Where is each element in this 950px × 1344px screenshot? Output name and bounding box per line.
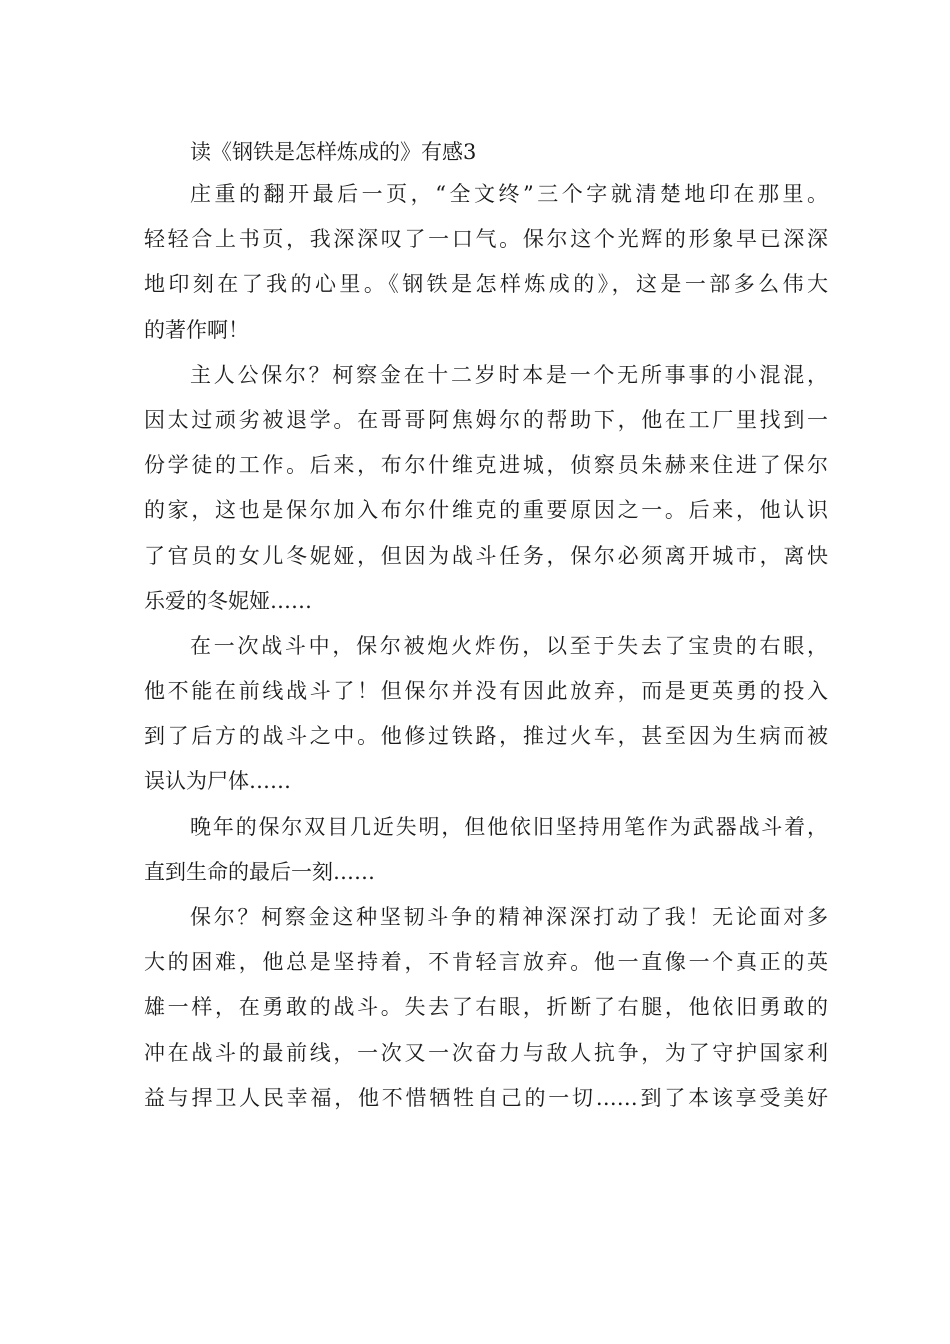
- text-line: 的著作啊！: [144, 317, 249, 342]
- text-line: 误认为尸体……: [144, 769, 291, 794]
- text-line: 主人公保尔？柯察金在十二岁时本是一个无所事事的小混混，: [190, 362, 828, 387]
- document-body: [144, 132, 828, 1121]
- text-line: 晚年的保尔双目几近失明，但他依旧坚持用笔作为武器战斗着，: [190, 814, 828, 839]
- text-line: 直到生命的最后一刻……: [144, 859, 375, 884]
- text-line: 轻轻合上书页，我深深叹了一口气。保尔这个光辉的形象早已深深: [144, 227, 828, 252]
- text-line: 地印刻在了我的心里。《钢铁是怎样炼成的》，这是一部多么伟大: [144, 272, 828, 297]
- text-line: 了官员的女儿冬妮娅，但因为战斗任务，保尔必须离开城市，离快: [144, 543, 828, 568]
- text-line: 的家，这也是保尔加入布尔什维克的重要原因之一。后来，他认识: [144, 498, 828, 523]
- paragraph-1: [144, 172, 828, 353]
- text-line: 到了后方的战斗之中。他修过铁路，推过火车，甚至因为生病而被: [144, 724, 828, 749]
- text-line: 在一次战斗中，保尔被炮火炸伤，以至于失去了宝贵的右眼，: [190, 633, 828, 658]
- text-line: 乐爱的冬妮娅……: [144, 588, 312, 613]
- paragraph-2: [144, 353, 828, 624]
- document-title: 读《钢铁是怎样炼成的》有感3: [190, 140, 477, 164]
- text-line: 益与捍卫人民幸福，他不惜牺牲自己的一切……到了本该享受美好: [144, 1085, 828, 1110]
- text-line: 份学徒的工作。后来，布尔什维克进城，侦察员朱赫来住进了保尔: [144, 453, 828, 478]
- text-line: 他不能在前线战斗了！但保尔并没有因此放弃，而是更英勇的投入: [144, 679, 828, 704]
- paragraph-4: [144, 805, 828, 895]
- text-line: 大的困难，他总是坚持着，不肯轻言放弃。他一直像一个真正的英: [144, 950, 828, 975]
- text-line: 冲在战斗的最前线，一次又一次奋力与敌人抗争，为了守护国家利: [144, 1040, 828, 1065]
- text-line: 雄一样，在勇敢的战斗。失去了右眼，折断了右腿，他依旧勇敢的: [144, 995, 828, 1020]
- text-line: 庄重的翻开最后一页，“全文终”三个字就清楚地印在那里。: [190, 182, 828, 206]
- paragraph-5: [144, 895, 828, 1121]
- paragraph-3: [144, 624, 828, 805]
- text-line: 因太过顽劣被退学。在哥哥阿焦姆尔的帮助下，他在工厂里找到一: [144, 407, 828, 432]
- text-line: 保尔？柯察金这种坚韧斗争的精神深深打动了我！无论面对多: [190, 905, 828, 929]
